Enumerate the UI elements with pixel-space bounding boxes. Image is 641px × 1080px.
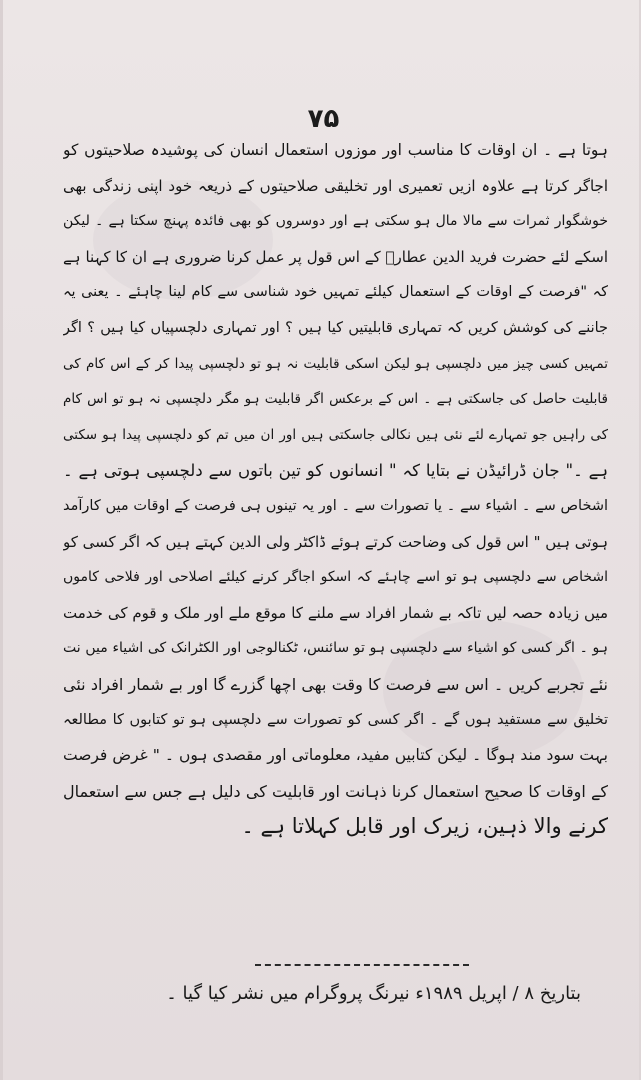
text-line: کی راہیں جو تمہارے لئے نئی ہیں نکالی جاسکتی ہیں اور ان میں تم کو دلچسپی پیدا ہو سکتی: [63, 426, 608, 443]
body-text: [63, 133, 608, 845]
text-line: کے اوقات کا صحیح استعمال کرنا ذہانت اور قابلیت کی دلیل ہے جس سے استعمال: [63, 781, 608, 801]
text-line: ہوتی ہیں " اس قول کی وضاحت کرتے ہوئے ڈاکٹر ولی الدین کہتے ہیں کہ اگر کسی کو: [63, 532, 608, 551]
page-number: ۷۵: [307, 104, 340, 134]
text-line: ہوتا ہے ۔ ان اوقات کا مناسب اور موزوں استعمال انسان کی پوشیدہ صلاحیتوں کو: [63, 141, 608, 159]
text-line: اشخاص سے ۔ اشیاء سے ۔ یا تصورات سے ۔ اور یہ تینوں ہی فرصت کے اوقات میں کارآمد: [63, 497, 608, 514]
text-line: تخلیق سے مستفید ہوں گے ۔ اگر کسی کو تصورات سے دلچسپی ہو تو کتابوں کا مطالعہ: [63, 711, 608, 728]
footnote-divider: [255, 964, 469, 966]
text-line: خوشگوار ثمرات سے مالا مال ہو سکتی ہے اور دوسروں کو بھی فائدہ پہنچ سکتا ہے ۔ لیکن: [63, 213, 608, 230]
text-line: قابلیت حاصل کی جاسکتی ہے ۔ اس کے برعکس اگر قابلیت ہو مگر دلچسپی نہ ہو تو اس کام: [63, 391, 608, 408]
text-line: نئے تجربے کریں ۔ اس سے فرصت کا وقت بھی اچھا گزرے گا اور بے شمار افراد نئی: [63, 674, 608, 694]
text-line: میں زیادہ حصہ لیں تاکہ بے شمار افراد سے ملنے کا موقع ملے اور ملک و قوم کی خدمت: [63, 603, 608, 622]
text-line: جاننے کی کوشش کریں کہ تمہاری قابلیتیں کیا ہیں ؟ اور تمہاری دلچسپیاں کیا ہیں ؟ اگر: [63, 319, 608, 336]
text-line: اجاگر کرتا ہے علاوہ ازیں تعمیری اور تخلیقی صلاحیتوں کے ذریعہ خود اپنی زندگی بھی: [63, 176, 608, 195]
text-line: ہو ۔ اگر کسی کو اشیاء سے دلچسپی ہو تو سائنس، ٹکنالوجی اور الکٹرانک کی اشیاء میں نت: [63, 640, 608, 657]
text-line: اسکے لئے حضرت فرید الدین عطارؒ کے اس قول پر عمل کرنا ضروری ہے ان کا کہنا ہے: [63, 247, 608, 266]
text-line: اشخاص سے دلچسپی ہو تو اسے چاہئے کہ اسکو اجاگر کرنے کیلئے اصلاحی اور فلاحی کاموں: [63, 569, 608, 586]
text-line: تمہیں کسی چیز میں دلچسپی ہو لیکن اسکی قابلیت نہ ہو تو دلچسپی پیدا کر کے اس کام کی: [63, 355, 608, 372]
text-line: کرنے والا ذہین، زیرک اور قابل کہلاتا ہے ۔: [241, 814, 608, 839]
text-line: ہے ۔" جان ڈرائیڈن نے بتایا کہ " انسانوں کو تین باتوں سے دلچسپی ہوتی ہے ۔: [63, 461, 608, 481]
footnote: بتاریخ ۸ / اپریل ۱۹۸۹ء نیرنگ پروگرام میں نشر کیا گیا ۔: [166, 983, 581, 1004]
text-line: بہت سود مند ہوگا ۔ لیکن کتابیں مفید، معلوماتی اور مقصدی ہوں ۔ " غرض فرصت: [63, 746, 608, 765]
text-line: کہ "فرصت کے اوقات کے استعمال کیلئے تمہیں خود شناسی سے کام لینا چاہئے ۔ یعنی یہ: [63, 284, 608, 301]
